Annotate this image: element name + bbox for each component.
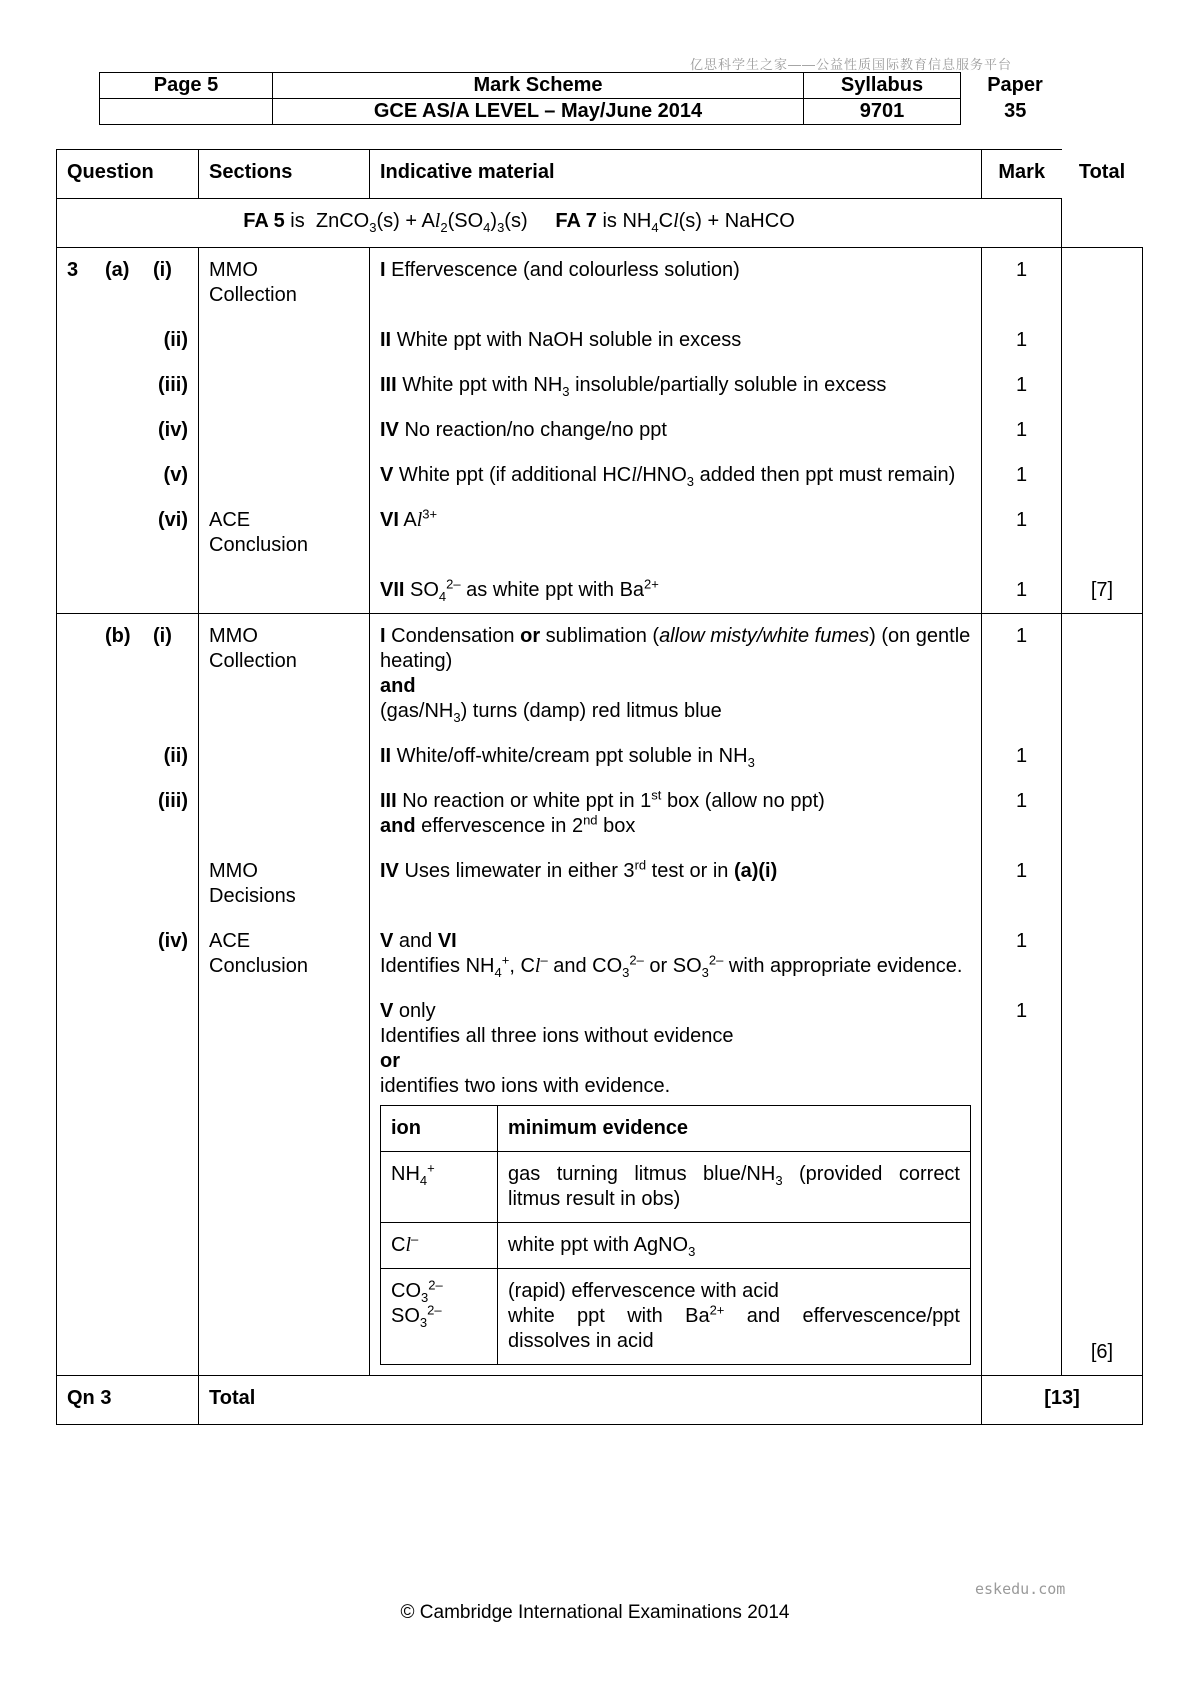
evidence-table	[380, 1105, 971, 1365]
header-empty-cell	[100, 99, 273, 125]
section-b-mmo: MMO	[209, 625, 258, 647]
mark-b-v-vi: 1	[982, 919, 1062, 989]
row-a-vi	[57, 498, 1143, 568]
row-b-iv	[57, 919, 1143, 989]
evidence-carbonate-sulfite: (rapid) effervescence with acid white ppt with $Ba^{2+}$ and effervescence/ppt dissolves in acid	[498, 1269, 971, 1365]
section-b-ace: ACE	[209, 930, 251, 952]
mark-b-iv-decision: 1	[982, 849, 1062, 919]
text-a-I: Effervescence (and colourless solution)	[391, 259, 740, 281]
label-b-V-only: V	[380, 1000, 394, 1022]
paper-number: 35	[1004, 100, 1027, 122]
evidence-header: minimum evidence	[498, 1106, 971, 1152]
total-row-label: Qn 3	[57, 1376, 199, 1425]
part-b: (b)	[105, 625, 131, 647]
question-number: 3	[67, 259, 79, 281]
row-a-i	[57, 248, 1143, 319]
label-II: II	[380, 329, 392, 351]
fa-row	[57, 199, 1143, 248]
header-table	[99, 72, 1070, 125]
and-word-2: and	[398, 930, 433, 952]
indicative-a-III: III White ppt with $NH_3$ insoluble/partially soluble in excess	[370, 363, 982, 408]
section-conclusion: Conclusion	[209, 534, 308, 556]
mark-b-i: 1	[982, 614, 1062, 735]
row-a-iii	[57, 363, 1143, 408]
mark-scheme-table	[56, 149, 1143, 1425]
row-b-decisions	[57, 849, 1143, 919]
indicative-b-V-only	[370, 989, 982, 1376]
exam-title: GCE AS/A LEVEL – May/June 2014	[273, 99, 804, 125]
fa7-is: is	[602, 210, 617, 232]
indicative-a-II	[370, 318, 982, 363]
and-word: and	[380, 675, 416, 697]
indicative-b-IV: IV Uses limewater in either 3rd test or in (a)(i)	[370, 849, 982, 919]
sub-iii: (iii)	[57, 363, 199, 408]
label-VI: VI	[380, 509, 399, 531]
v-only-line2: identifies two ions with evidence.	[380, 1075, 671, 1097]
syllabus-label: Syllabus	[804, 73, 961, 99]
sub-b-ii: (ii)	[57, 734, 199, 779]
text-a-II: White ppt with NaOH soluble in excess	[396, 329, 742, 351]
or-word: or	[520, 625, 541, 647]
fa-description: FA 5 is ZnCO$_3$(s) + $Al_2(SO_4)_3(s)$ FA 7 is $NH_4Cl(s)$ + NaHCO	[57, 199, 1062, 248]
row-b-v-only	[57, 989, 1143, 1376]
evidence-header-row	[381, 1106, 971, 1152]
mark-a-ii: 1	[982, 318, 1062, 363]
label-b-VI: VI	[437, 930, 457, 952]
indicative-a-V: V White ppt (if additional HCl/$HNO_3$ added then ppt must remain)	[370, 453, 982, 498]
indicative-b-V-VI: V and VI Identifies $NH_4^+$, Cl– and $CO_3^{2-}$ or $SO_3^{2-}$ with appropriate evidence.	[370, 919, 982, 989]
col-sections: Sections	[199, 150, 370, 199]
text-condensation: Condensation	[391, 625, 515, 647]
mark-b-iii: 1	[982, 779, 1062, 849]
mark-scheme-title: Mark Scheme	[273, 73, 804, 99]
row-b-ii	[57, 734, 1143, 779]
row-a-iv	[57, 408, 1143, 453]
total-a: [7]	[1062, 568, 1143, 614]
indicative-b-II: II White/off-white/cream ppt soluble in $NH_3$	[370, 734, 982, 779]
column-header-row	[57, 150, 1143, 199]
page-number: Page 5	[100, 73, 273, 99]
label-b-V: V	[380, 930, 394, 952]
evidence-row-carbonate-sulfite	[381, 1269, 971, 1365]
or-word-2: or	[380, 1050, 400, 1072]
sub-b-iii: (iii)	[57, 779, 199, 849]
label-b-III: III	[380, 790, 397, 812]
col-mark: Mark	[982, 150, 1062, 199]
sub-b-iv: (iv)	[57, 919, 199, 989]
row-b-i	[57, 614, 1143, 735]
mark-a-iii: 1	[982, 363, 1062, 408]
section-b-mmo-collection	[199, 614, 370, 735]
indicative-a-IV	[370, 408, 982, 453]
row-a-vii	[57, 568, 1143, 614]
total-row	[57, 1376, 1143, 1425]
label-VII: VII	[380, 579, 405, 601]
question-3a-i	[57, 248, 199, 319]
evidence-ammonium: gas turning litmus blue/$NH_3$ (provided correct litmus result in obs)	[498, 1152, 971, 1223]
fa5-is: is	[290, 210, 305, 232]
mark-b-v-only: 1	[982, 989, 1062, 1376]
row-a-v	[57, 453, 1143, 498]
indicative-a-I	[370, 248, 982, 319]
mark-a-v: 1	[982, 453, 1062, 498]
section-mmo-d: MMO	[209, 860, 258, 882]
evidence-chloride: white ppt with AgNO$_3$	[498, 1223, 971, 1269]
sub-v: (v)	[57, 453, 199, 498]
part-a: (a)	[105, 259, 130, 281]
total-b: [6]	[1062, 989, 1143, 1376]
total-row-text: Total	[199, 1376, 982, 1425]
fa7-label: FA 7	[555, 210, 597, 232]
v-only-line1: Identifies all three ions without evidence	[380, 1025, 734, 1047]
section-mmo-decisions	[199, 849, 370, 919]
label-b-IV: IV	[380, 860, 399, 882]
v-only-text: only	[398, 1000, 436, 1022]
section-decisions: Decisions	[209, 885, 296, 907]
mark-a-vii: 1	[982, 568, 1062, 614]
watermark-top: 亿思科学生之家——公益性质国际教育信息服务平台	[690, 57, 1013, 72]
mark-a-i: 1	[982, 248, 1062, 319]
row-a-ii	[57, 318, 1143, 363]
sub-iv: (iv)	[57, 408, 199, 453]
indicative-b-I: I Condensation or sublimation (allow misty/white fumes) (on gentle heating) and $(gas/NH_3)$ turns (damp) red litmus blue	[370, 614, 982, 735]
section-b-conclusion: Conclusion	[209, 955, 308, 977]
col-question: Question	[57, 150, 199, 199]
indicative-b-III: III No reaction or white ppt in 1st box (allow no ppt) and effervescence in 2nd box	[370, 779, 982, 849]
col-indicative: Indicative material	[370, 150, 982, 199]
ion-ammonium: $NH_4^+$	[381, 1152, 498, 1223]
sub-b-i: (i)	[153, 625, 172, 647]
section-ace-conclusion	[199, 498, 370, 568]
label-V: V	[380, 464, 394, 486]
ion-carbonate-sulfite: $CO_3^{2-}$ $SO_3^{2-}$	[381, 1269, 498, 1365]
paper-label: Paper	[987, 74, 1043, 96]
section-mmo: MMO	[209, 259, 258, 281]
syllabus-code: 9701	[804, 99, 961, 125]
label-b-II: II	[380, 745, 392, 767]
indicative-a-VI: VI $Al^{3+}$	[370, 498, 982, 568]
evidence-row-ammonium	[381, 1152, 971, 1223]
fa5-label: FA 5	[243, 210, 285, 232]
sub-vi: (vi)	[57, 498, 199, 568]
mark-b-ii: 1	[982, 734, 1062, 779]
text-a-IV: No reaction/no change/no ppt	[404, 419, 667, 441]
section-collection: Collection	[209, 284, 297, 306]
section-b-ace-conclusion	[199, 919, 370, 989]
section-mmo-collection	[199, 248, 370, 319]
ion-header: ion	[381, 1106, 498, 1152]
mark-a-vi: 1	[982, 498, 1062, 568]
label-I: I	[380, 259, 386, 281]
ion-chloride: Cl–	[381, 1223, 498, 1269]
question-3b-i	[57, 614, 199, 735]
label-III: III	[380, 374, 397, 396]
sub-i: (i)	[153, 259, 172, 281]
col-total: Total	[1078, 160, 1126, 183]
mark-a-iv: 1	[982, 408, 1062, 453]
footer-copyright: © Cambridge International Examinations 2014	[400, 1602, 790, 1623]
row-b-iii	[57, 779, 1143, 849]
watermark-bottom: eskedu.com	[975, 1580, 1066, 1598]
section-ace: ACE	[209, 509, 251, 531]
evidence-row-chloride	[381, 1223, 971, 1269]
label-IV: IV	[380, 419, 399, 441]
indicative-a-VII: VII $SO_4^{2-}$ as white ppt with $Ba^{2+}$	[370, 568, 982, 614]
section-b-collection: Collection	[209, 650, 297, 672]
label-b-I: I	[380, 625, 386, 647]
grand-total: [13]	[982, 1376, 1143, 1425]
sub-ii: (ii)	[57, 318, 199, 363]
